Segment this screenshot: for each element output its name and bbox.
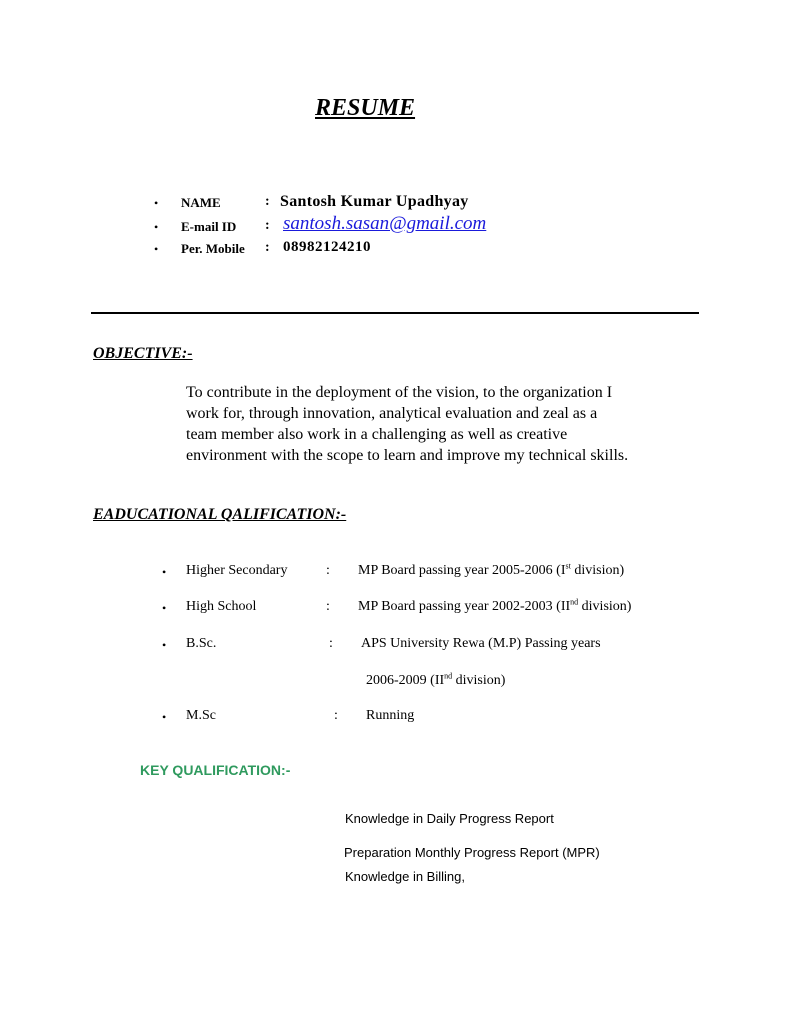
objective-text — [186, 382, 706, 466]
name-label: NAME — [181, 195, 221, 210]
mobile-colon: : — [265, 240, 270, 255]
bullet: • — [154, 242, 159, 256]
education-colon: : — [329, 636, 333, 651]
education-heading: EADUCATIONAL QALIFICATION:- — [93, 506, 347, 523]
objective-line: work for, through innovation, analytical evaluation and zeal as a — [186, 405, 598, 422]
objective-line: environment with the scope to learn and improve my technical skills. — [186, 447, 629, 464]
bullet: • — [162, 601, 167, 615]
name-value: Santosh Kumar Upadhyay — [280, 193, 469, 210]
email-colon: : — [265, 218, 270, 233]
key-qualification-item: Knowledge in Billing, — [345, 869, 465, 884]
resume-title: RESUME — [315, 95, 416, 121]
mobile-label: Per. Mobile — [181, 241, 245, 256]
objective-line: team member also work in a challenging as well as creative — [186, 426, 568, 443]
education-label: M.Sc — [186, 708, 216, 723]
education-detail: MP Board passing year 2005-2006 (Ist division) — [358, 561, 625, 578]
bullet: • — [154, 196, 159, 210]
bullet: • — [154, 220, 159, 234]
education-label: High School — [186, 599, 257, 614]
bullet: • — [162, 638, 167, 652]
education-label: Higher Secondary — [186, 563, 288, 578]
objective-line: To contribute in the deployment of the vision, to the organization I — [186, 384, 613, 401]
bullet: • — [162, 710, 167, 724]
key-qualification-item: Preparation Monthly Progress Report (MPR) — [344, 845, 600, 860]
name-colon: : — [265, 194, 270, 209]
education-detail: APS University Rewa (M.P) Passing years — [361, 636, 601, 651]
education-detail: 2006-2009 (IInd division) — [366, 671, 506, 688]
education-colon: : — [326, 563, 330, 578]
education-detail: Running — [366, 708, 415, 723]
key-qualification-item: Knowledge in Daily Progress Report — [345, 811, 554, 826]
horizontal-divider — [91, 312, 699, 314]
email-label: E-mail ID — [181, 219, 237, 234]
education-colon: : — [326, 599, 330, 614]
education-detail: MP Board passing year 2002-2003 (IInd division) — [358, 597, 632, 614]
education-colon: : — [334, 708, 338, 723]
bullet: • — [162, 565, 167, 579]
objective-heading: OBJECTIVE:- — [93, 345, 193, 362]
mobile-value: 08982124210 — [283, 239, 371, 255]
education-label: B.Sc. — [186, 636, 217, 651]
key-qualification-heading: KEY QUALIFICATION:- — [140, 762, 291, 778]
email-link[interactable]: santosh.sasan@gmail.com — [283, 213, 487, 234]
